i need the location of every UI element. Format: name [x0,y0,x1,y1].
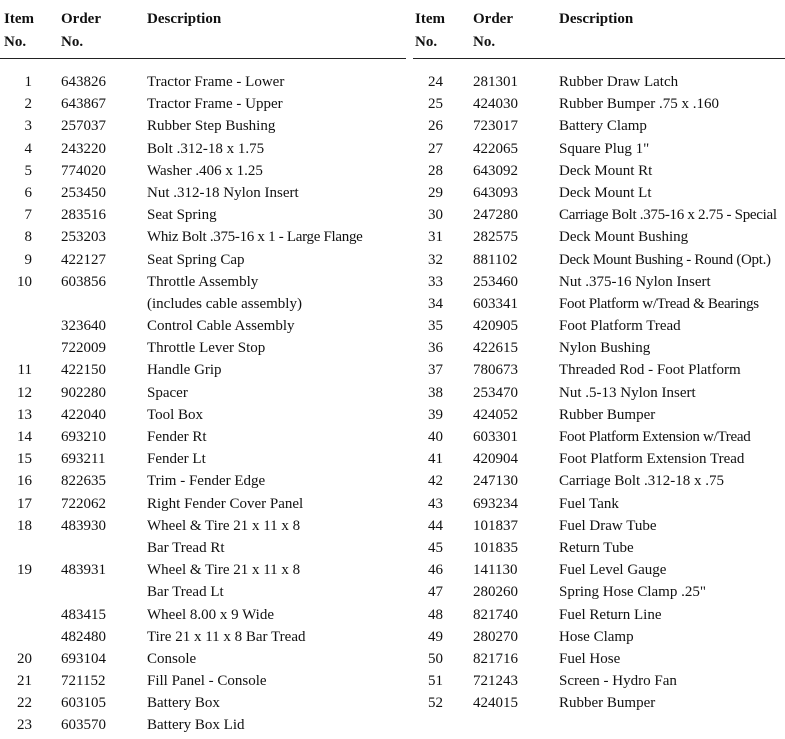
item-number: 48 [428,606,443,623]
order-number: 774020 [61,162,106,179]
order-number: 424015 [473,695,518,712]
part-description: Deck Mount Bushing [559,229,689,246]
part-description: Screen - Hydro Fan [559,673,677,690]
item-number: 25 [428,96,443,113]
part-description: Handle Grip [147,362,222,379]
item-number: 28 [428,162,443,179]
order-number: 722009 [61,340,106,357]
part-description: Fuel Hose [559,650,621,667]
order-number: 253203 [61,229,106,246]
table-header-left [0,8,406,59]
part-description: Deck Mount Lt [559,184,652,201]
header-item-no: No. [415,34,438,50]
item-number: 2 [24,96,32,113]
item-number: 16 [17,473,32,490]
part-description: Return Tube [559,539,634,556]
order-number: 253470 [473,384,518,401]
part-description: Nut .375-16 Nylon Insert [559,273,711,290]
table-row [413,93,785,115]
order-number: 281301 [473,74,518,90]
table-row [0,515,410,537]
table-row [0,293,410,315]
item-number: 52 [428,695,443,712]
table-row [413,249,785,271]
order-number: 483415 [61,606,106,623]
part-description: Trim - Fender Edge [147,473,266,490]
order-number: 243220 [61,140,106,157]
header-order-no: No. [61,34,84,50]
parts-table-left [0,8,410,737]
item-number: 37 [428,362,443,379]
table-row [0,226,410,248]
order-number: 643867 [61,96,106,113]
parts-table-right [413,8,785,714]
table-row [413,692,785,714]
header-item [4,8,32,54]
table-row [413,470,785,492]
item-number: 41 [428,451,443,468]
header-order-no: No. [473,34,496,50]
item-number: 21 [17,673,32,690]
item-number: 49 [428,628,443,645]
item-number: 42 [428,473,443,490]
item-number: 6 [24,184,32,201]
table-row [413,648,785,670]
table-row [413,115,785,137]
item-number: 3 [24,118,32,135]
part-description: Threaded Rod - Foot Platform [559,362,741,379]
table-row [0,138,410,160]
item-number: 4 [24,140,32,157]
table-row [0,692,410,714]
order-number: 280260 [473,584,518,601]
part-description: Battery Box [147,695,220,712]
part-description: Rubber Bumper [559,406,656,423]
part-description: Carriage Bolt .312-18 x .75 [559,473,724,490]
order-number: 821716 [473,650,518,667]
item-number: 19 [17,562,32,579]
order-number: 424052 [473,406,518,423]
part-description: Rubber Bumper .75 x .160 [559,96,719,113]
order-number: 253450 [61,184,106,201]
item-number: 13 [17,406,32,423]
part-description: Throttle Lever Stop [147,340,266,357]
order-number: 283516 [61,207,106,224]
order-number: 420904 [473,451,518,468]
order-number: 282575 [473,229,518,246]
item-number: 30 [428,207,443,224]
part-description: Wheel & Tire 21 x 11 x 8 [147,517,301,534]
part-description: Battery Clamp [559,118,647,135]
table-row [0,648,410,670]
part-description: Foot Platform Extension Tread [559,451,745,468]
order-number: 422150 [61,362,106,379]
table-row [0,271,410,293]
table-row [413,337,785,359]
part-description: Battery Box Lid [147,717,245,734]
order-number: 280270 [473,628,518,645]
item-number: 9 [24,251,32,268]
order-number: 603301 [473,429,518,445]
order-number: 902280 [61,384,106,401]
part-description: Fuel Draw Tube [559,517,657,534]
table-row [0,714,410,736]
item-number: 39 [428,406,443,423]
item-number: 43 [428,495,443,512]
table-row [413,315,785,337]
table-row [0,426,410,448]
item-number: 36 [428,340,443,357]
rows-right [413,71,785,714]
order-number: 257037 [61,118,106,135]
part-description: Control Cable Assembly [147,318,295,335]
item-number: 10 [17,273,32,290]
header-description: Description [147,11,222,27]
table-row [0,448,410,470]
order-number: 722062 [61,495,106,512]
item-number: 14 [17,429,32,445]
order-number: 723017 [473,118,518,135]
order-number: 424030 [473,96,518,113]
order-number: 247280 [473,207,518,224]
table-row [0,182,410,204]
part-description: Deck Mount Rt [559,162,653,179]
item-number: 7 [24,207,32,224]
order-number: 881102 [473,251,518,268]
part-description: Whiz Bolt .375-16 x 1 - Large Flange [147,229,363,246]
table-row [413,670,785,692]
item-number: 44 [428,517,443,534]
part-description: Tire 21 x 11 x 8 Bar Tread [147,628,306,645]
part-description: Right Fender Cover Panel [147,495,304,512]
table-row [413,226,785,248]
table-row [0,115,410,137]
part-description: (includes cable assembly) [147,295,302,312]
item-number: 20 [17,650,32,667]
table-row [413,160,785,182]
table-row [0,670,410,692]
order-number: 101837 [473,517,518,534]
item-number: 34 [428,295,443,312]
part-description: Square Plug 1" [559,140,650,157]
order-number: 643826 [61,74,106,90]
table-row [413,493,785,515]
item-number: 45 [428,539,443,556]
item-number: 33 [428,273,443,290]
item-number: 8 [24,229,32,246]
order-number: 693104 [61,650,106,667]
header-item-label: Item [415,11,445,27]
table-row [0,537,410,559]
order-number: 253460 [473,273,518,290]
item-number: 27 [428,140,443,157]
item-number: 12 [17,384,32,401]
order-number: 603341 [473,295,518,312]
part-description: Foot Platform w/Tread & Bearings [559,295,759,312]
part-description: Foot Platform Tread [559,318,681,335]
part-description: Deck Mount Bushing - Round (Opt.) [559,251,771,268]
part-description: Wheel & Tire 21 x 11 x 8 [147,562,301,579]
item-number: 24 [428,74,443,90]
order-number: 780673 [473,362,518,379]
part-description: Carriage Bolt .375-16 x 2.75 - Special [559,207,777,224]
table-row [413,426,785,448]
table-row [0,626,410,648]
table-row [0,204,410,226]
header-order-label: Order [473,11,513,27]
part-description: Fuel Return Line [559,606,662,623]
part-description: Rubber Draw Latch [559,74,679,90]
item-number: 32 [428,251,443,268]
table-row [0,359,410,381]
part-description: Fill Panel - Console [147,673,267,690]
header-description: Description [559,11,634,27]
table-row [413,604,785,626]
table-row [413,138,785,160]
item-number: 40 [428,429,443,445]
table-row [0,337,410,359]
item-number: 11 [17,362,32,379]
table-row [0,71,410,93]
order-number: 141130 [473,562,518,579]
table-row [413,204,785,226]
table-header-right [413,8,785,59]
table-row [413,626,785,648]
part-description: Tractor Frame - Upper [147,96,283,113]
item-number: 26 [428,118,443,135]
order-number: 422065 [473,140,518,157]
item-number: 18 [17,517,32,534]
order-number: 603570 [61,717,106,734]
item-number: 38 [428,384,443,401]
order-number: 603856 [61,273,106,290]
table-row [0,404,410,426]
table-row [413,382,785,404]
order-number: 821740 [473,606,518,623]
item-number: 31 [428,229,443,246]
table-row [0,470,410,492]
order-number: 693234 [473,495,518,512]
part-description: Fuel Level Gauge [559,562,667,579]
order-number: 721243 [473,673,518,690]
item-number: 35 [428,318,443,335]
item-number: 46 [428,562,443,579]
table-row [0,382,410,404]
order-number: 643093 [473,184,518,201]
table-row [413,559,785,581]
part-description: Nylon Bushing [559,340,651,357]
header-item-no: No. [4,34,27,50]
table-row [0,604,410,626]
order-number: 603105 [61,695,106,712]
order-number: 693211 [61,451,106,468]
part-description: Fender Rt [147,429,207,445]
item-number: 23 [17,717,32,734]
part-description: Spring Hose Clamp .25" [559,584,706,601]
order-number: 420905 [473,318,518,335]
item-number: 29 [428,184,443,201]
table-row [0,581,410,603]
part-description: Bolt .312-18 x 1.75 [147,140,265,157]
table-row [0,160,410,182]
item-number: 17 [17,495,32,512]
part-description: Bar Tread Rt [147,539,225,556]
table-row [413,537,785,559]
table-row [413,448,785,470]
table-row [413,271,785,293]
order-number: 482480 [61,628,106,645]
part-description: Console [147,650,197,667]
order-number: 422127 [61,251,106,268]
part-description: Foot Platform Extension w/Tread [559,429,751,445]
order-number: 247130 [473,473,518,490]
order-number: 721152 [61,673,106,690]
part-description: Seat Spring Cap [147,251,245,268]
order-number: 643092 [473,162,518,179]
part-description: Throttle Assembly [147,273,259,290]
item-number: 1 [24,74,32,90]
table-row [413,515,785,537]
table-row [0,249,410,271]
header-order-label: Order [61,11,101,27]
header-order [473,8,513,54]
item-number: 47 [428,584,443,601]
part-description: Nut .312-18 Nylon Insert [147,184,299,201]
header-order [61,8,101,54]
table-row [413,71,785,93]
table-row [0,315,410,337]
table-row [0,559,410,581]
item-number: 50 [428,650,443,667]
part-description: Fuel Tank [559,495,619,512]
part-description: Wheel 8.00 x 9 Wide [147,606,275,623]
item-number: 15 [17,451,32,468]
part-description: Tool Box [147,406,204,423]
item-number: 22 [17,695,32,712]
table-row [0,493,410,515]
table-row [413,359,785,381]
part-description: Rubber Step Bushing [147,118,276,135]
order-number: 483931 [61,562,106,579]
part-description: Spacer [147,384,188,401]
part-description: Nut .5-13 Nylon Insert [559,384,696,401]
table-row [413,182,785,204]
part-description: Rubber Bumper [559,695,656,712]
header-item [415,8,445,54]
item-number: 51 [428,673,443,690]
order-number: 822635 [61,473,106,490]
table-row [413,581,785,603]
part-description: Washer .406 x 1.25 [147,162,263,179]
order-number: 422040 [61,406,106,423]
rows-left [0,71,410,737]
part-description: Seat Spring [147,207,217,224]
part-description: Bar Tread Lt [147,584,224,601]
order-number: 422615 [473,340,518,357]
item-number: 5 [24,162,32,179]
table-row [413,404,785,426]
order-number: 693210 [61,429,106,445]
order-number: 483930 [61,517,106,534]
part-description: Tractor Frame - Lower [147,74,285,90]
part-description: Hose Clamp [559,628,634,645]
order-number: 323640 [61,318,106,335]
table-row [0,93,410,115]
table-row [413,293,785,315]
order-number: 101835 [473,539,518,556]
header-item-label: Item [4,11,34,27]
part-description: Fender Lt [147,451,206,468]
